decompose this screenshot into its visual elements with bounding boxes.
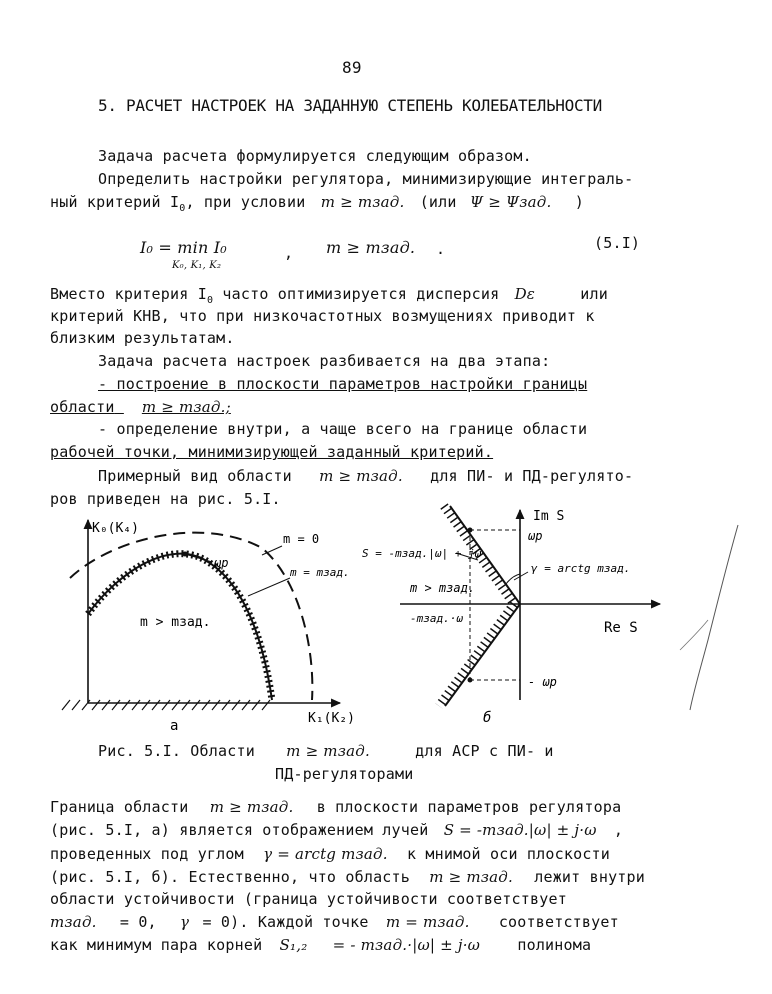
text: , при условии bbox=[185, 193, 306, 211]
formula: S₁,₂ bbox=[279, 936, 308, 954]
formula: m ≥ mзад. bbox=[209, 798, 294, 816]
label-m0: m = 0 bbox=[283, 532, 320, 546]
point-upper bbox=[468, 528, 473, 533]
para5-line6 bbox=[50, 913, 619, 932]
text: для ПИ- и ПД-регулято- bbox=[430, 467, 634, 485]
point-lower bbox=[468, 678, 473, 683]
figure-caption-line1 bbox=[98, 742, 554, 761]
para5-line3 bbox=[50, 845, 610, 864]
formula: m ≥ mзад. bbox=[429, 868, 513, 886]
para3-line1: Задача расчета настроек разбивается на два этапа: bbox=[98, 352, 551, 370]
text: ) bbox=[574, 193, 584, 211]
section-heading: 5. РАСЧЕТ НАСТРОЕК НА ЗАДАННУЮ СТЕПЕНЬ КОЛЕБАТЕЛЬНОСТИ bbox=[98, 96, 602, 115]
equation-dot: . bbox=[436, 240, 446, 258]
label-wp-bottom: - ωp bbox=[528, 675, 557, 689]
formula: γ = arctg mзад. bbox=[263, 845, 388, 863]
text: = 0). Каждой точке bbox=[202, 913, 369, 931]
text: лежит внутри bbox=[534, 868, 646, 886]
subscript: 0 bbox=[179, 203, 186, 214]
para1-line2: Определить настройки регулятора, минимизирующие интеграль- bbox=[98, 170, 634, 188]
text: Граница области bbox=[50, 798, 189, 816]
formula: m ≥ mзад. bbox=[319, 467, 403, 485]
formula: = - mзад.·|ω| ± j·ω bbox=[332, 936, 481, 954]
para5-line7 bbox=[50, 936, 591, 955]
para5-line4 bbox=[50, 868, 645, 887]
text: как минимум пара корней bbox=[50, 936, 263, 954]
formula: m ≥ mзад. bbox=[286, 742, 370, 760]
equation-comma: , bbox=[284, 244, 294, 262]
equation-number: (5.I) bbox=[594, 234, 641, 252]
text: (или bbox=[419, 193, 457, 211]
text: (рис. 5.I, а) является отображением лучей bbox=[50, 821, 429, 839]
subscript: 0 bbox=[206, 295, 214, 306]
label-wp-a: ωp bbox=[214, 556, 229, 570]
formula: m = mзад. bbox=[385, 913, 470, 931]
label-x-a: K₁(K₂) bbox=[308, 711, 355, 726]
para2-line3: близким результатам. bbox=[50, 329, 235, 347]
text: в плоскости параметров регулятора bbox=[316, 798, 622, 816]
label-wp-top: ωp bbox=[528, 529, 543, 543]
formula: mзад. bbox=[50, 913, 97, 931]
formula: m ≥ mзад.; bbox=[141, 398, 231, 416]
caption-a: а bbox=[170, 718, 179, 734]
text: ный критерий I bbox=[50, 193, 180, 211]
text: (рис. 5.I, б). Естественно, что область bbox=[50, 868, 410, 886]
para5-line2 bbox=[50, 821, 623, 840]
caption-b: б bbox=[483, 710, 492, 726]
equation-sub: K₀, K₁, K₂ bbox=[172, 260, 222, 271]
text: соответствует bbox=[498, 913, 619, 931]
label-angle: γ = arctg mзад. bbox=[531, 562, 631, 575]
equation-lhs: I₀ = min I₀ bbox=[140, 238, 227, 257]
page-number: 89 bbox=[342, 58, 362, 77]
formula: γ bbox=[180, 913, 190, 931]
formula: S = -mзад.|ω| ± j·ω bbox=[443, 821, 597, 839]
text: или bbox=[580, 285, 608, 303]
label-re: Re S bbox=[604, 620, 638, 636]
panel-a bbox=[62, 520, 355, 734]
text: к мнимой оси плоскости bbox=[406, 845, 611, 863]
para5-line1 bbox=[50, 798, 621, 817]
text: области bbox=[50, 398, 115, 416]
text: Вместо критерия I bbox=[50, 285, 207, 303]
formula: m ≥ mзад. bbox=[320, 193, 405, 211]
formula: Dε bbox=[514, 285, 536, 303]
para5-line5: области устойчивости (граница устойчивости соответствует bbox=[50, 890, 567, 908]
label-region-b: m > mзад. bbox=[410, 581, 476, 595]
label-ray: S = -mзад.|ω| + jω bbox=[362, 547, 482, 560]
text: , bbox=[613, 821, 624, 839]
label-region-a: m > mзад. bbox=[140, 615, 211, 630]
margin-pencil-mark bbox=[690, 525, 738, 710]
label-y-a: K₀(K₄) bbox=[92, 521, 139, 536]
leader-angle bbox=[514, 572, 528, 580]
figure-caption-line2: ПД-регуляторами bbox=[275, 765, 414, 783]
text: проведенных под углом bbox=[50, 845, 244, 863]
para1-line1: Задача расчета формулируется следующим образом. bbox=[98, 147, 532, 165]
leader-mzad bbox=[248, 578, 290, 596]
label-mzad: m = mзад. bbox=[290, 566, 350, 579]
para4-line2: ров приведен на рис. 5.I. bbox=[50, 490, 281, 508]
panel-b bbox=[362, 506, 660, 726]
text: часто оптимизируется дисперсия bbox=[213, 285, 500, 303]
para3-line4: - определение внутри, а чаще всего на границе области bbox=[98, 420, 588, 438]
label-neg: -mзад.·ω bbox=[410, 612, 463, 625]
formula: Ψ ≥ Ψзад. bbox=[469, 193, 552, 211]
text: Рис. 5.I. Области bbox=[98, 742, 255, 760]
equation-condition: m ≥ mзад. bbox=[326, 238, 416, 257]
baseline-hatch bbox=[62, 700, 270, 710]
margin-pencil-mark-2 bbox=[680, 620, 708, 650]
text: Примерный вид области bbox=[98, 467, 292, 485]
para3-line2: - построение в плоскости параметров настройки границы bbox=[98, 375, 588, 393]
text: для АСР с ПИ- и bbox=[415, 742, 554, 760]
para3-line5: рабочей точки, минимизирующей заданный критерий. bbox=[50, 443, 494, 461]
label-im: Im S bbox=[533, 509, 565, 524]
angle-arc bbox=[506, 574, 520, 584]
text: = 0, bbox=[119, 913, 157, 931]
para2-line2: критерий КНВ, что при низкочастотных возмущениях приводит к bbox=[50, 307, 595, 325]
text: полинома bbox=[517, 936, 592, 954]
